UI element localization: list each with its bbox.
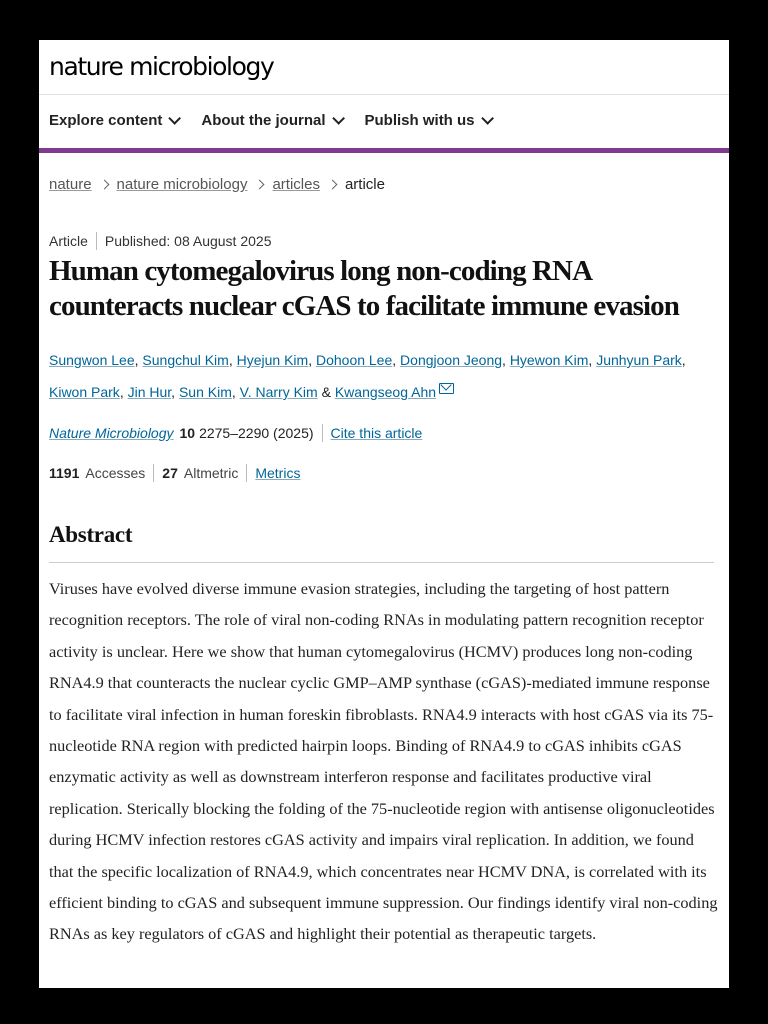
author-link[interactable]: Sungchul Kim: [142, 352, 229, 368]
nav-label: Publish with us: [364, 112, 475, 129]
article-meta: [49, 232, 271, 250]
published-date: Published: 08 August 2025: [104, 233, 272, 249]
author-link[interactable]: Kwangseog Ahn: [334, 384, 437, 400]
pages: 2275–2290 (2025): [199, 425, 314, 441]
author-link[interactable]: Hyewon Kim: [509, 352, 589, 368]
author-link[interactable]: Sun Kim: [178, 384, 232, 400]
author-link[interactable]: Junhyun Park: [596, 352, 682, 368]
metrics-link[interactable]: Metrics: [255, 465, 301, 481]
nav-about-journal[interactable]: [201, 112, 340, 129]
author-link[interactable]: Jin Hur: [127, 384, 172, 400]
breadcrumb: [49, 176, 385, 193]
breadcrumb-link-articles[interactable]: articles: [272, 176, 320, 193]
cite-this-article-link[interactable]: Cite this article: [330, 425, 423, 441]
abstract-divider: [49, 562, 714, 563]
author-link[interactable]: Hyejun Kim: [236, 352, 309, 368]
chevron-right-icon: [99, 180, 109, 190]
journal-logo[interactable]: nature microbiology: [49, 52, 274, 81]
article-metrics: [49, 464, 300, 482]
chevron-down-icon: [481, 112, 494, 125]
article-page: [39, 40, 729, 988]
citation-line: [49, 424, 422, 442]
nav-explore-content[interactable]: [49, 112, 177, 129]
nav-publish-with-us[interactable]: [365, 112, 490, 129]
chevron-right-icon: [255, 180, 265, 190]
main-nav: [49, 112, 490, 129]
article-type: Article: [49, 233, 88, 249]
nav-label: Explore content: [49, 112, 163, 129]
chevron-down-icon: [169, 112, 182, 125]
chevron-down-icon: [332, 112, 345, 125]
author-link[interactable]: Dongjoon Jeong: [400, 352, 503, 368]
author-link[interactable]: Sungwon Lee: [49, 352, 135, 368]
chevron-right-icon: [328, 180, 338, 190]
abstract-heading: Abstract: [49, 522, 133, 547]
nav-accent-bar: [39, 148, 729, 153]
abstract-text: Viruses have evolved diverse immune evasion strategies, including the targeting of host pattern recognition receptors. The role of viral non-coding RNAs in modulating pattern recognition receptor activity is unclear. Here we show that human cytomegalovirus (HCMV) produces long non-coding RNA4.9 that counteracts the nuclear cyclic GMP–AMP synthase (cGAS)-mediated immune response to facilitate viral infection in human foreskin fibroblasts. RNA4.9 interacts with host cGAS via its 75-nucleotide RNA region with predicted hairpin loops. Binding of RNA4.9 to cGAS inhibits cGAS enzymatic activity as well as downstream interferon response and facilitates productive viral replication. Sterically blocking the folding of the 75-nucleotide region with antisense oligonucleotides during HCMV infection restores cGAS activity and impairs viral replication. In addition, we found that the specific localization of RNA4.9, which concentrates near HCMV DNA, is correlated with its efficient binding to cGAS and subsequent immune suppression. Our findings identify viral non-coding RNAs as key regulators of cGAS and highlight their potential as therapeutic targets.: [49, 579, 718, 944]
accesses-count: 1191: [49, 465, 80, 481]
article-title: Human cytomegalovirus long non-coding RNA counteracts nuclear cGAS to facilitate immune evasion: [49, 255, 679, 322]
author-link[interactable]: Dohoon Lee: [315, 352, 393, 368]
metrics-divider: [246, 464, 247, 482]
author-link[interactable]: V. Narry Kim: [239, 384, 318, 400]
citation-divider: [322, 424, 323, 442]
meta-divider: [96, 232, 97, 250]
breadcrumb-link-nature[interactable]: nature: [49, 176, 92, 193]
metrics-divider: [153, 464, 154, 482]
altmetric-count: 27: [162, 465, 178, 481]
volume: 10: [179, 425, 196, 441]
header-divider: [39, 94, 729, 95]
journal-link[interactable]: Nature Microbiology: [49, 425, 174, 441]
accesses-label: Accesses: [85, 465, 146, 481]
email-icon[interactable]: [439, 383, 454, 394]
breadcrumb-current: article: [344, 176, 385, 193]
author-joiner: &: [321, 384, 331, 400]
author-list: Sungwon Lee, Sungchul Kim, Hyejun Kim, Dohoon Lee, Dongjoon Jeong, Hyewon Kim, Junhyun Park, Kiwon Park, Jin Hur, Sun Kim, V. Narry Kim & Kwangseog Ahn: [49, 352, 686, 400]
breadcrumb-link-nature-microbiology[interactable]: nature microbiology: [116, 176, 248, 193]
nav-label: About the journal: [201, 112, 326, 129]
altmetric-label: Altmetric: [183, 465, 239, 481]
author-link[interactable]: Kiwon Park: [49, 384, 120, 400]
